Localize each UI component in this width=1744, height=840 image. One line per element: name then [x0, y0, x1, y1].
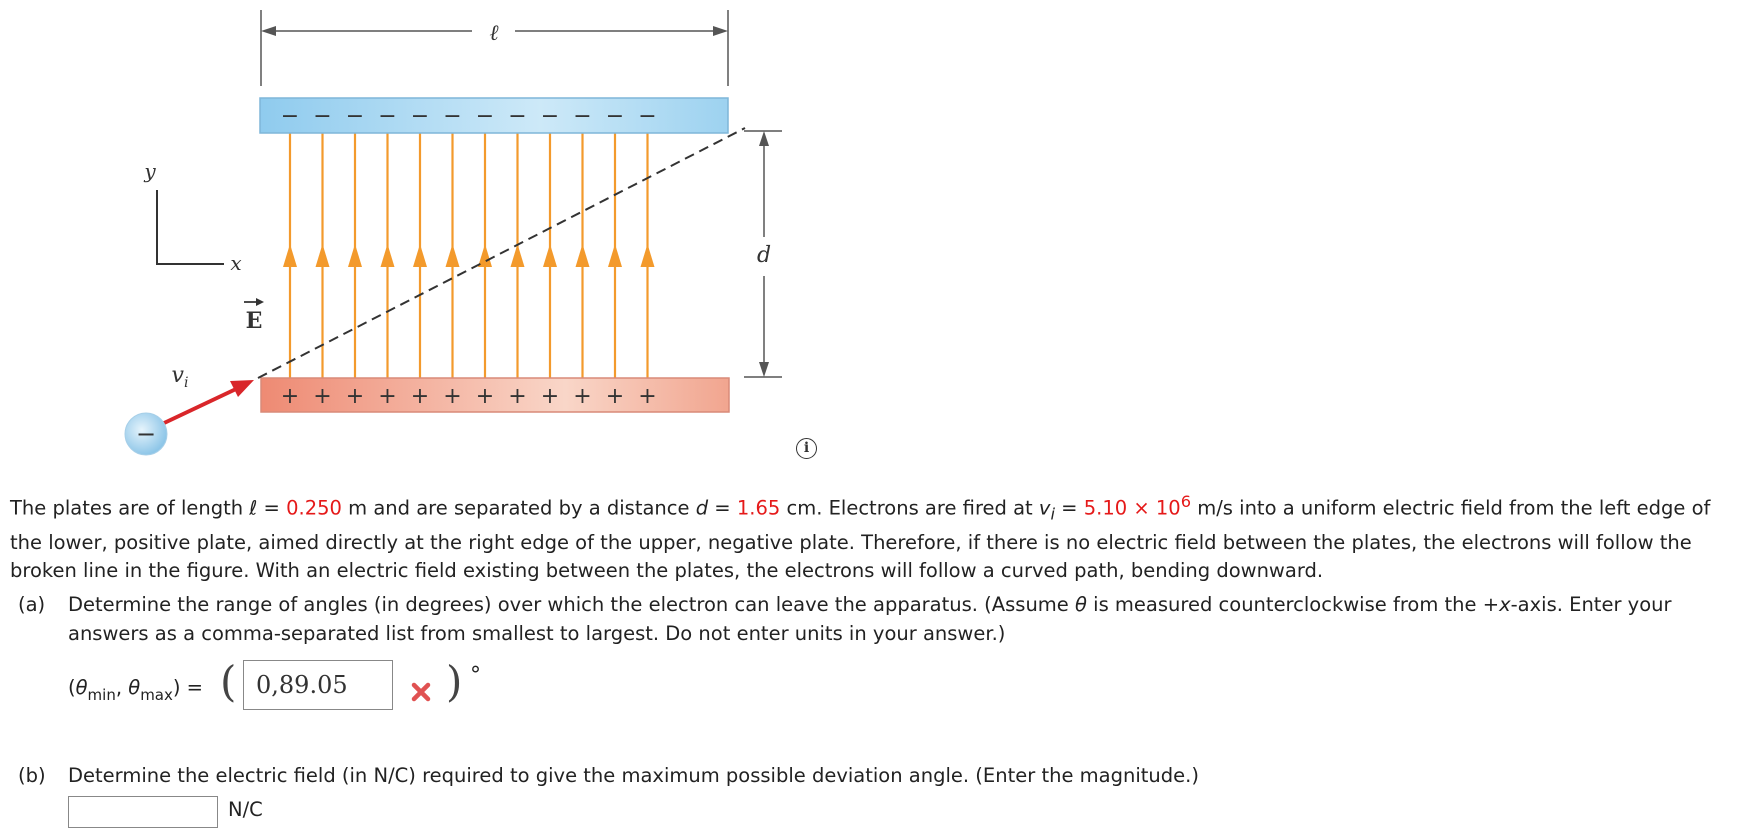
plate-sign: +: [638, 384, 657, 409]
field-line: [381, 133, 395, 378]
plate-sign: −: [540, 104, 560, 129]
field-line: [446, 133, 460, 378]
plate-sign: −: [605, 104, 625, 129]
part-b-label: (b): [18, 764, 46, 787]
field-line: [608, 133, 622, 378]
electron-charge: −: [135, 420, 157, 448]
separation-value: 1.65: [736, 496, 781, 520]
problem-statement: The plates are of length ℓ = 0.250 m and are separated by a distance d = 1.65 cm. Electrons are fired at $v_i = 5.10 \times 10^6$ m/s into a uniform electric field from the left edge of the lower, positive plate, aimed directly at the right edge of the upper, negative plate. Therefore, if there is no electric field between the plates, the electrons will follow the broken line in the figure. With an electric field existing between the plates, the electrons will follow a curved path, bending downward.: [10, 492, 1711, 583]
plate-sign: +: [540, 384, 560, 409]
y-axis-label: y: [144, 159, 156, 183]
x-axis-label: x: [230, 251, 242, 275]
length-dimension: [261, 10, 728, 86]
plate-sign: +: [508, 384, 527, 409]
part-a-text: Determine the range of angles (in degrees) over which the electron can leave the apparatus. (Assume θ is measured counterclockwise from the +x-axis. Enter your answers as a comma-separated list from smallest to largest. Do not enter units in your answer.): [68, 593, 1672, 645]
part-b-answer-row: [68, 796, 468, 830]
bottom-plate: [261, 378, 729, 412]
plate-sign: −: [573, 104, 592, 129]
plate-sign: +: [280, 384, 300, 409]
speed-value: 5.10 × 10: [1083, 496, 1181, 520]
field-line: [511, 133, 525, 378]
broken-trajectory-line: [258, 128, 745, 378]
field-line: [413, 133, 427, 378]
plate-sign: +: [345, 384, 365, 409]
length-label: ℓ: [489, 21, 499, 46]
field-line: [316, 133, 330, 378]
capacitor-figure: [0, 0, 820, 470]
plate-sign: +: [573, 384, 592, 409]
part-a-answer-row: [68, 657, 568, 717]
field-vector-label: [244, 298, 264, 334]
part-a-label: (a): [18, 593, 46, 616]
plate-sign: −: [508, 104, 527, 129]
field-line: [283, 133, 297, 378]
plate-sign: −: [638, 104, 657, 129]
close-paren: ): [446, 657, 463, 706]
plate-sign: +: [410, 384, 430, 409]
plate-sign: +: [443, 384, 462, 409]
plate-sign: −: [475, 104, 495, 129]
separation-dimension: [744, 131, 782, 377]
length-value: 0.250: [286, 496, 342, 520]
plate-sign: −: [378, 104, 397, 129]
plate-sign: −: [345, 104, 365, 129]
top-plate: [260, 98, 728, 133]
field-label: E: [245, 308, 263, 334]
plate-sign: −: [313, 104, 332, 129]
degree-symbol: °: [470, 663, 481, 688]
velocity-label: $v_i$: [171, 363, 189, 391]
field-line: [348, 133, 362, 378]
angle-range-input[interactable]: [243, 660, 393, 710]
axes-indicator: [143, 159, 241, 275]
plate-sign: +: [378, 384, 397, 409]
electric-field-input[interactable]: [68, 796, 218, 828]
part-b-text: Determine the electric field (in N/C) required to give the maximum possible deviation angle. (Enter the magnitude.): [68, 764, 1199, 787]
incorrect-icon: [408, 679, 434, 705]
plate-sign: −: [443, 104, 462, 129]
info-icon[interactable]: i: [796, 438, 817, 459]
plate-sign: +: [313, 384, 332, 409]
field-line: [543, 133, 557, 378]
plate-sign: −: [410, 104, 430, 129]
separation-label: d: [756, 243, 772, 268]
open-paren: (: [220, 657, 237, 706]
electric-field-unit: N/C: [228, 798, 263, 821]
field-line: [478, 133, 492, 378]
plate-sign: +: [475, 384, 495, 409]
electron: [125, 413, 167, 455]
plate-sign: −: [280, 104, 300, 129]
field-lines: [283, 133, 655, 378]
field-line: [576, 133, 590, 378]
theta-range-label: ($\theta_{min}$, $\theta_{max}$) =: [68, 676, 204, 704]
plate-sign: +: [605, 384, 625, 409]
field-line: [641, 133, 655, 378]
